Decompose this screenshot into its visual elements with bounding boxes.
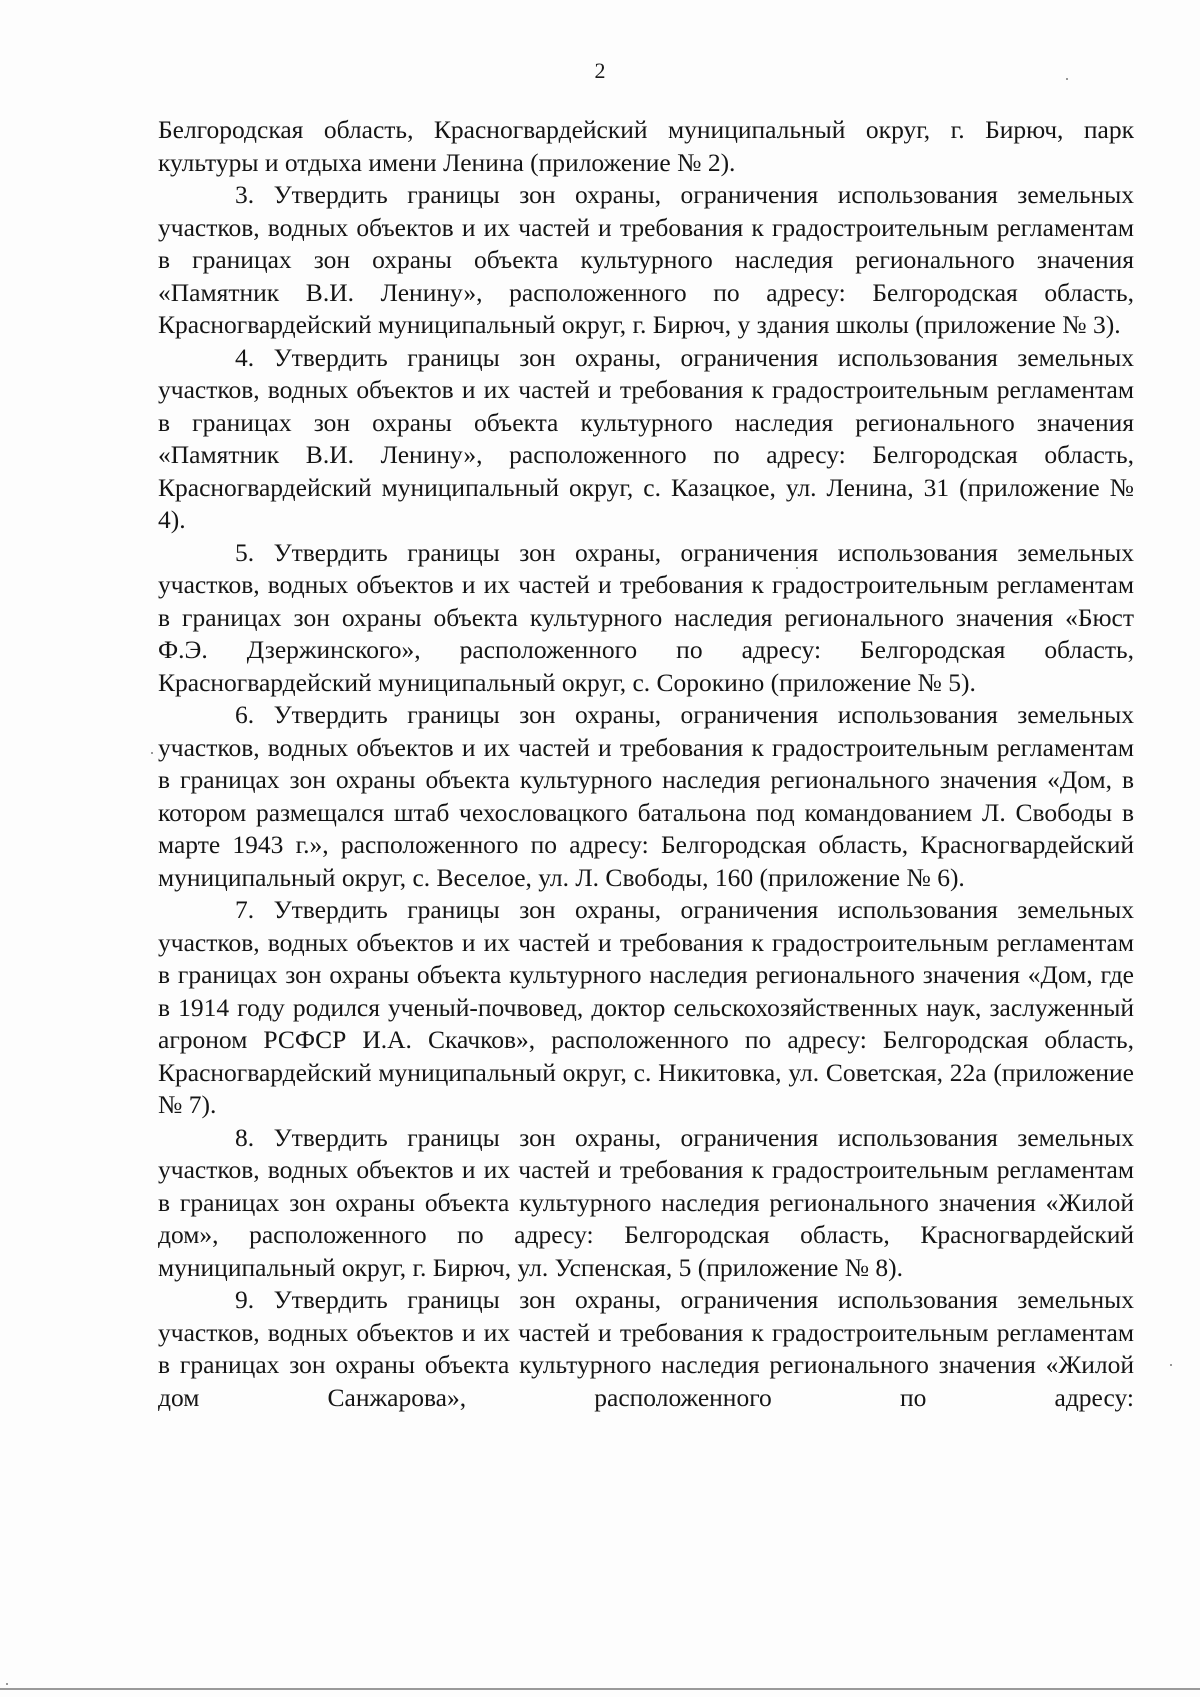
- paragraph-item-4: 4. Утвердить границы зон охраны, ограничения использования земельных участков, водных объектов и их частей и требования к градостроительным регламентам в границах зон охраны объекта культурного наследия регионального значения «Памятник В.И. Ленину», расположенного по адресу: Белгородская область, Красногвардейский муниципальный округ, с. Казацкое, ул. Ленина, 31 (приложение № 4).: [158, 342, 1134, 534]
- scan-speck: [796, 567, 798, 569]
- paragraph-item-6: 6. Утвердить границы зон охраны, ограничения использования земельных участков, водных объектов и их частей и требования к градостроительным регламентам в границах зон охраны объекта культурного наследия регионального значения «Дом, в котором размещался штаб чехословацкого батальона под командованием Л. Свободы в марте 1943 г.», расположенного по адресу: Белгородская область, Красногвардейский муниципальный округ, с. Веселое, ул. Л. Свободы, 160 (приложение № 6).: [158, 700, 1134, 892]
- paragraph-item-5: 5. Утвердить границы зон охраны, ограничения использования земельных участков, водных объектов и их частей и требования к градостроительным регламентам в границах зон охраны объекта культурного наследия регионального значения «Бюст Ф.Э. Дзержинского», расположенного по адресу: Белгородская область, Красногвардейский муниципальный округ, с. Сорокино (приложение № 5).: [158, 537, 1134, 697]
- scan-speck: [151, 752, 153, 754]
- paragraph-item-9: 9. Утвердить границы зон охраны, ограничения использования земельных участков, водных объектов и их частей и требования к градостроительным регламентам в границах зон охраны объекта культурного наследия регионального значения «Жилой дом Санжарова», расположенного по адресу:: [158, 1285, 1134, 1412]
- document-body: [158, 114, 1134, 1414]
- paragraph-continued: Белгородская область, Красногвардейский муниципальный округ, г. Бирюч, парк культуры и отдыха имени Ленина (приложение № 2).: [158, 115, 1134, 177]
- scan-bottom-edge: [0, 1688, 1200, 1690]
- scan-speck: [1066, 78, 1068, 80]
- paragraph-item-7: 7. Утвердить границы зон охраны, ограничения использования земельных участков, водных объектов и их частей и требования к градостроительным регламентам в границах зон охраны объекта культурного наследия регионального значения «Дом, где в 1914 году родился ученый-почвовед, доктор сельскохозяйственных наук, заслуженный агроном РСФСР И.А. Скачков», расположенного по адресу: Белгородская область, Красногвардейский муниципальный округ, с. Никитовка, ул. Советская, 22а (приложение № 7).: [158, 895, 1134, 1119]
- scan-speck: [6, 1683, 8, 1685]
- paragraph-item-8: 8. Утвердить границы зон охраны, ограничения использования земельных участков, водных объектов и их частей и требования к градостроительным регламентам в границах зон охраны объекта культурного наследия регионального значения «Жилой дом», расположенного по адресу: Белгородская область, Красногвардейский муниципальный округ, г. Бирюч, ул. Успенская, 5 (приложение № 8).: [158, 1122, 1134, 1282]
- page-number: 2: [594, 58, 606, 83]
- scan-speck: [1170, 1364, 1172, 1366]
- paragraph-item-3: 3. Утвердить границы зон охраны, ограничения использования земельных участков, водных объектов и их частей и требования к градостроительным регламентам в границах зон охраны объекта культурного наследия регионального значения «Памятник В.И. Ленину», расположенного по адресу: Белгородская область, Красногвардейский муниципальный округ, г. Бирюч, у здания школы (приложение № 3).: [158, 180, 1134, 339]
